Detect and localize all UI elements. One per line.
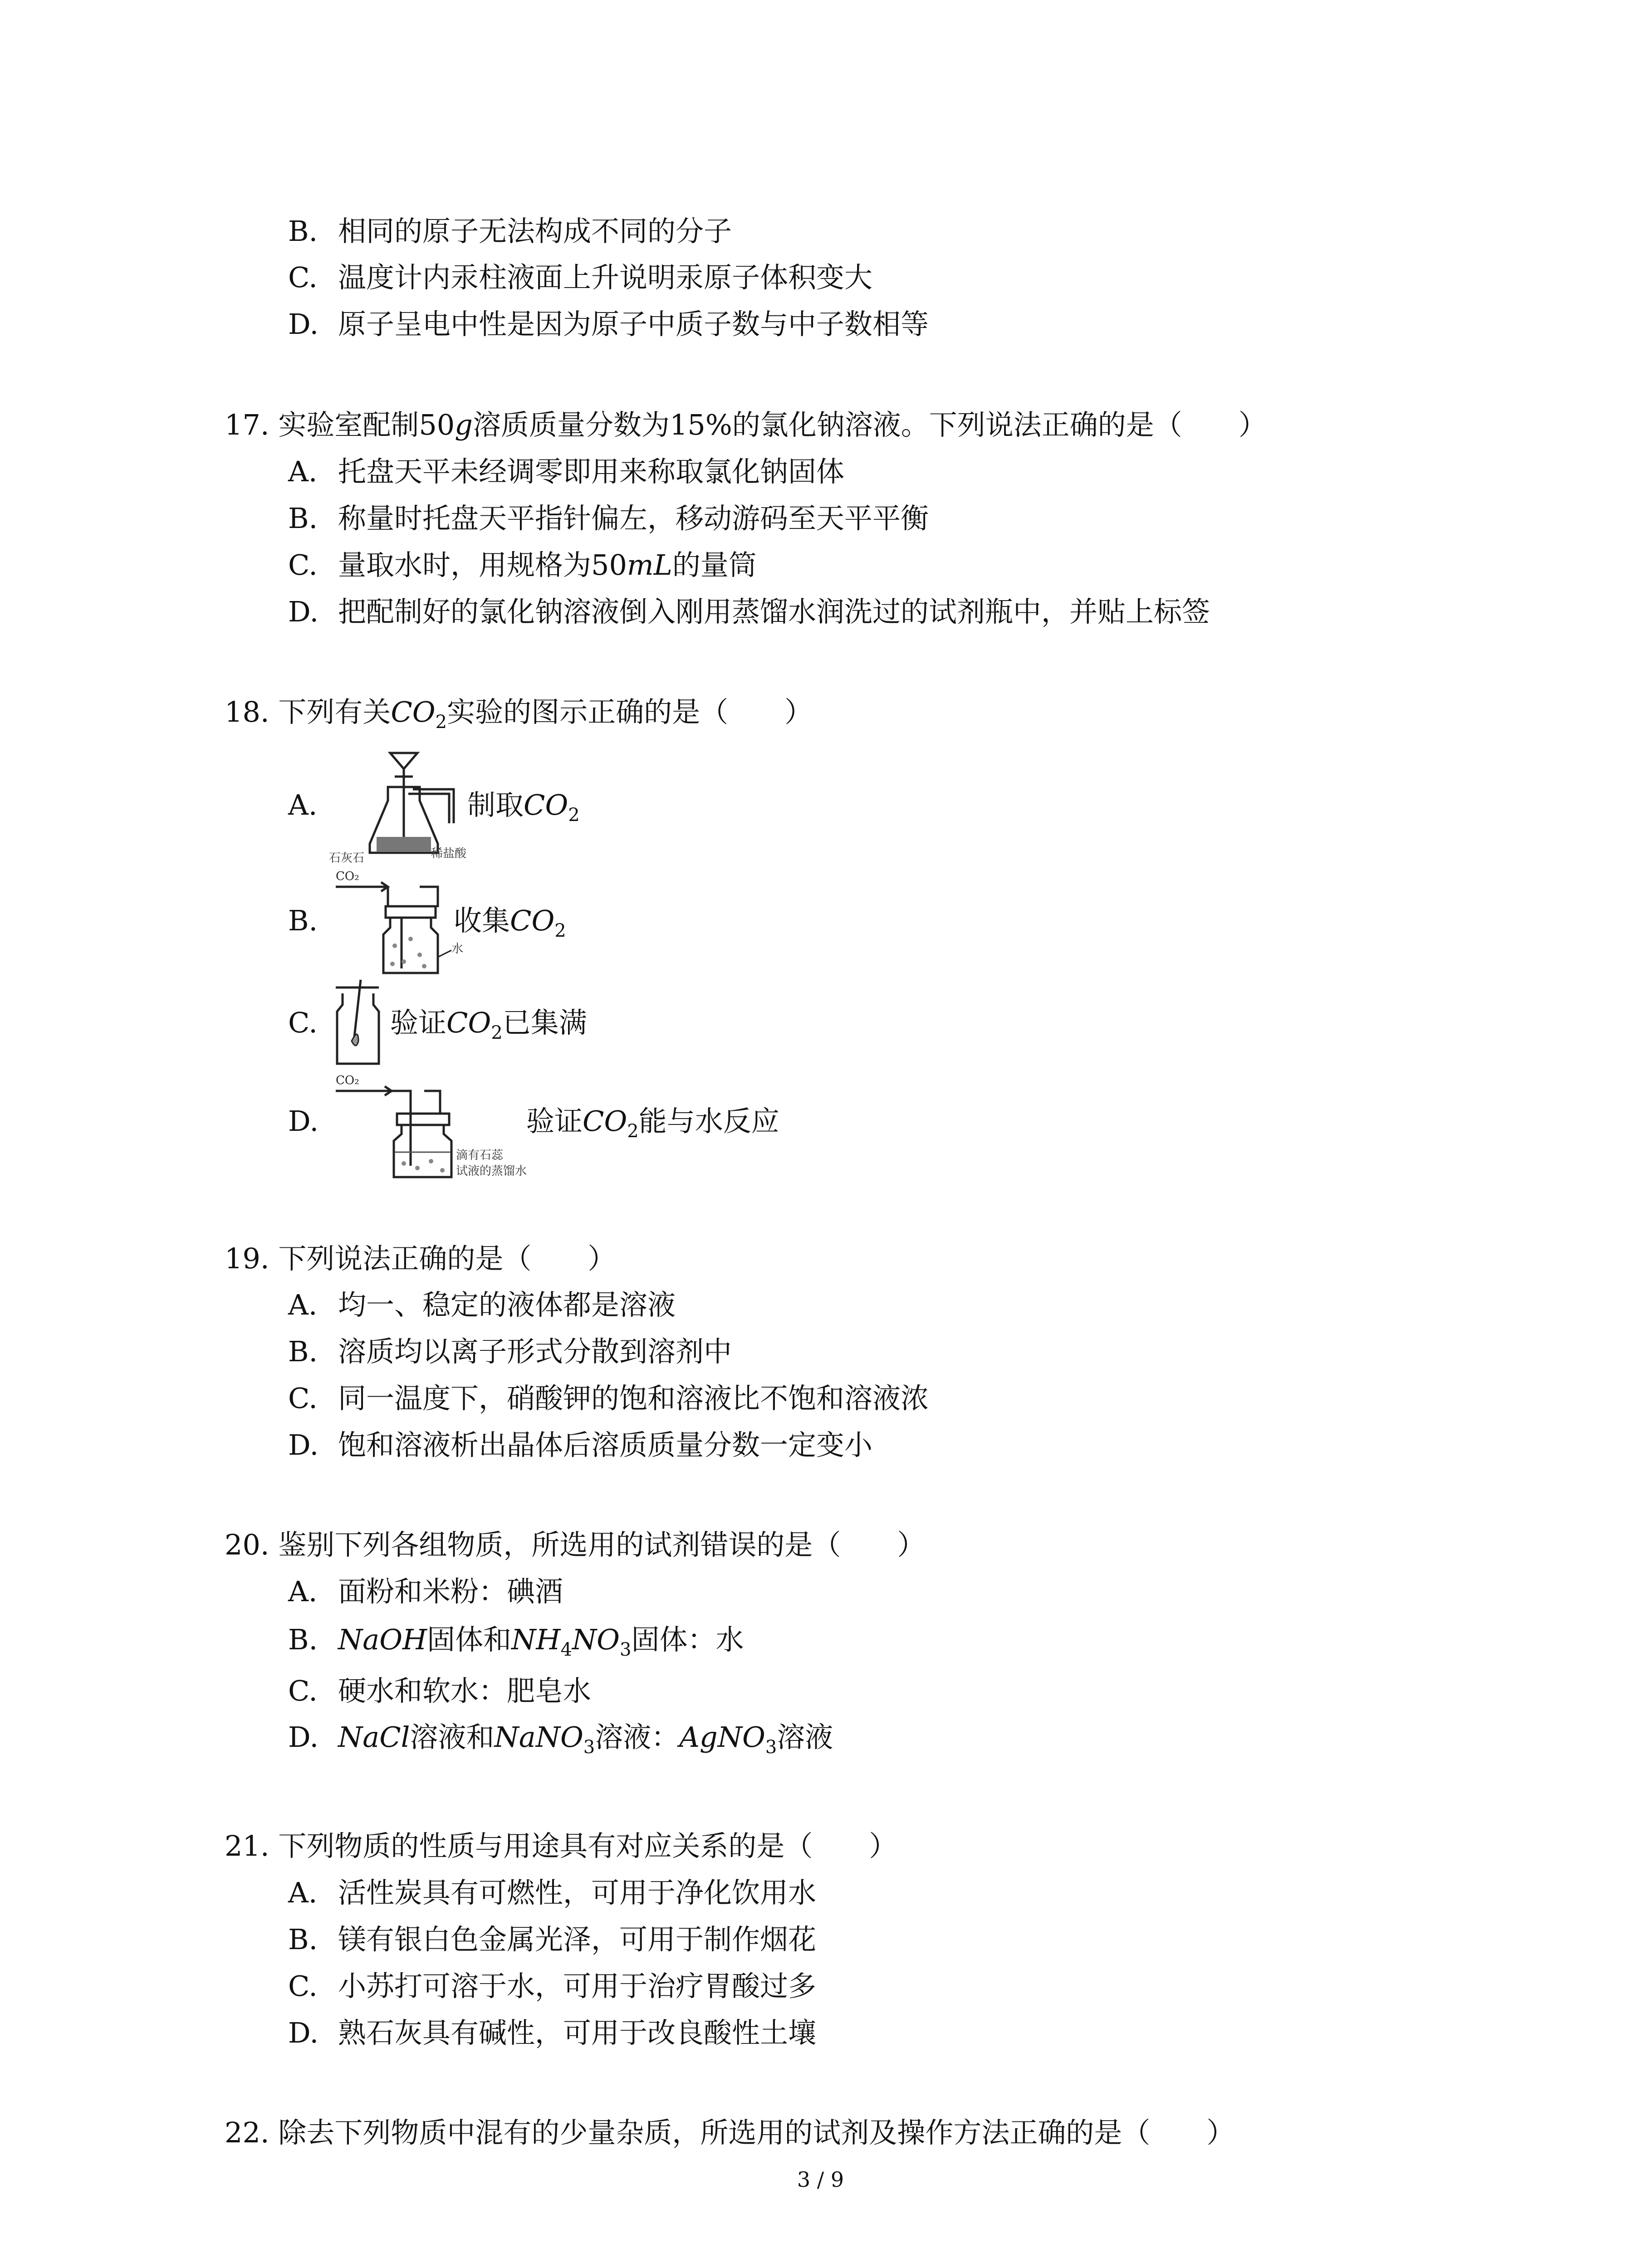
q18-option-b-label: B. xyxy=(288,904,318,937)
q19-option-b: B. 溶质均以离子形式分散到溶剂中 xyxy=(288,1335,732,1368)
q18-option-c-text: 验证$CO_2$已集满 xyxy=(390,1006,587,1043)
label-co2-in-b: CO₂ xyxy=(336,870,359,883)
q22-stem: 22. 除去下列物质中混有的少量杂质，所选用的试剂及操作方法正确的是（ ） xyxy=(225,2116,1235,2149)
q19-option-a: A. 均一、稳定的液体都是溶液 xyxy=(288,1288,676,1321)
q17-stem: 17. 实验室配制50g溶质质量分数为15%的氯化钠溶液。下列说法正确的是（ ） xyxy=(225,408,1267,441)
q20-option-a: A. 面粉和米粉：碘酒 xyxy=(288,1575,563,1608)
q17-option-d: D. 把配制好的氯化钠溶液倒入刚用蒸馏水润洗过的试剂瓶中，并贴上标签 xyxy=(288,595,1210,628)
q18-option-d-label: D. xyxy=(288,1105,319,1138)
label-dilute-hcl: 稀盐酸 xyxy=(431,847,467,860)
label-co2-in-d: CO₂ xyxy=(336,1074,359,1087)
q19-stem: 19. 下列说法正确的是（ ） xyxy=(225,1242,616,1275)
q16-option-d: D. 原子呈电中性是因为原子中质子数与中子数相等 xyxy=(288,308,929,341)
q18-option-a-text: 制取$CO_2$ xyxy=(467,788,580,826)
q19-option-d: D. 饱和溶液析出晶体后溶质质量分数一定变小 xyxy=(288,1428,873,1461)
co2-full-check-svg xyxy=(333,978,388,1068)
q20-option-b: B. NaOH固体和$NH_4NO_3$固体：水 xyxy=(288,1623,744,1660)
q17-option-b: B. 称量时托盘天平指针偏左，移动游码至天平平衡 xyxy=(288,502,929,535)
q21-option-a: A. 活性炭具有可燃性，可用于净化饮用水 xyxy=(288,1876,817,1909)
q21-option-c: C. 小苏打可溶于水，可用于治疗胃酸过多 xyxy=(288,1970,817,2003)
co2-generator-svg xyxy=(327,744,490,871)
q21-option-d: D. 熟石灰具有碱性，可用于改良酸性土壤 xyxy=(288,2016,817,2049)
figure-co2-water-reaction xyxy=(327,1070,531,1184)
label-limestone: 石灰石 xyxy=(329,851,365,865)
q16-option-c: C. 温度计内汞柱液面上升说明汞原子体积变大 xyxy=(288,261,873,294)
co2-water-reaction-svg xyxy=(327,1070,531,1184)
figure-co2-generator xyxy=(327,744,490,871)
label-litmus-1: 滴有石蕊 xyxy=(456,1149,504,1162)
q17-option-a: A. 托盘天平未经调零即用来称取氯化钠固体 xyxy=(288,455,845,488)
q19-option-c: C. 同一温度下，硝酸钾的饱和溶液比不饱和溶液浓 xyxy=(288,1382,929,1415)
figure-co2-collection xyxy=(327,866,472,980)
q16-option-b: B. 相同的原子无法构成不同的分子 xyxy=(288,215,732,248)
label-water-b: 水 xyxy=(451,942,464,956)
q18-stem: 18. 下列有关$CO_2$实验的图示正确的是（ ） xyxy=(225,695,813,733)
q18-option-a-label: A. xyxy=(288,788,318,821)
q17-option-c: C. 量取水时，用规格为50mL的量筒 xyxy=(288,548,757,582)
q21-stem: 21. 下列物质的性质与用途具有对应关系的是（ ） xyxy=(225,1829,897,1862)
q18-option-c-label: C. xyxy=(288,1006,318,1039)
q20-option-c: C. 硬水和软水：肥皂水 xyxy=(288,1674,592,1707)
q21-option-b: B. 镁有银白色金属光泽，可用于制作烟花 xyxy=(288,1923,817,1956)
q18-option-d-text: 验证$CO_2$能与水反应 xyxy=(526,1105,779,1142)
q18-option-b-text: 收集$CO_2$ xyxy=(454,904,566,941)
co2-collection-svg xyxy=(327,866,472,980)
page-number: 3 / 9 xyxy=(797,2167,844,2192)
label-litmus-2: 试液的蒸馏水 xyxy=(456,1164,527,1178)
q20-option-d: D. NaCl溶液和NaNO$_3$溶液：AgNO$_3$溶液 xyxy=(288,1721,833,1758)
figure-co2-full-check xyxy=(333,978,388,1068)
q20-stem: 20. 鉴别下列各组物质，所选用的试剂错误的是（ ） xyxy=(225,1528,926,1561)
